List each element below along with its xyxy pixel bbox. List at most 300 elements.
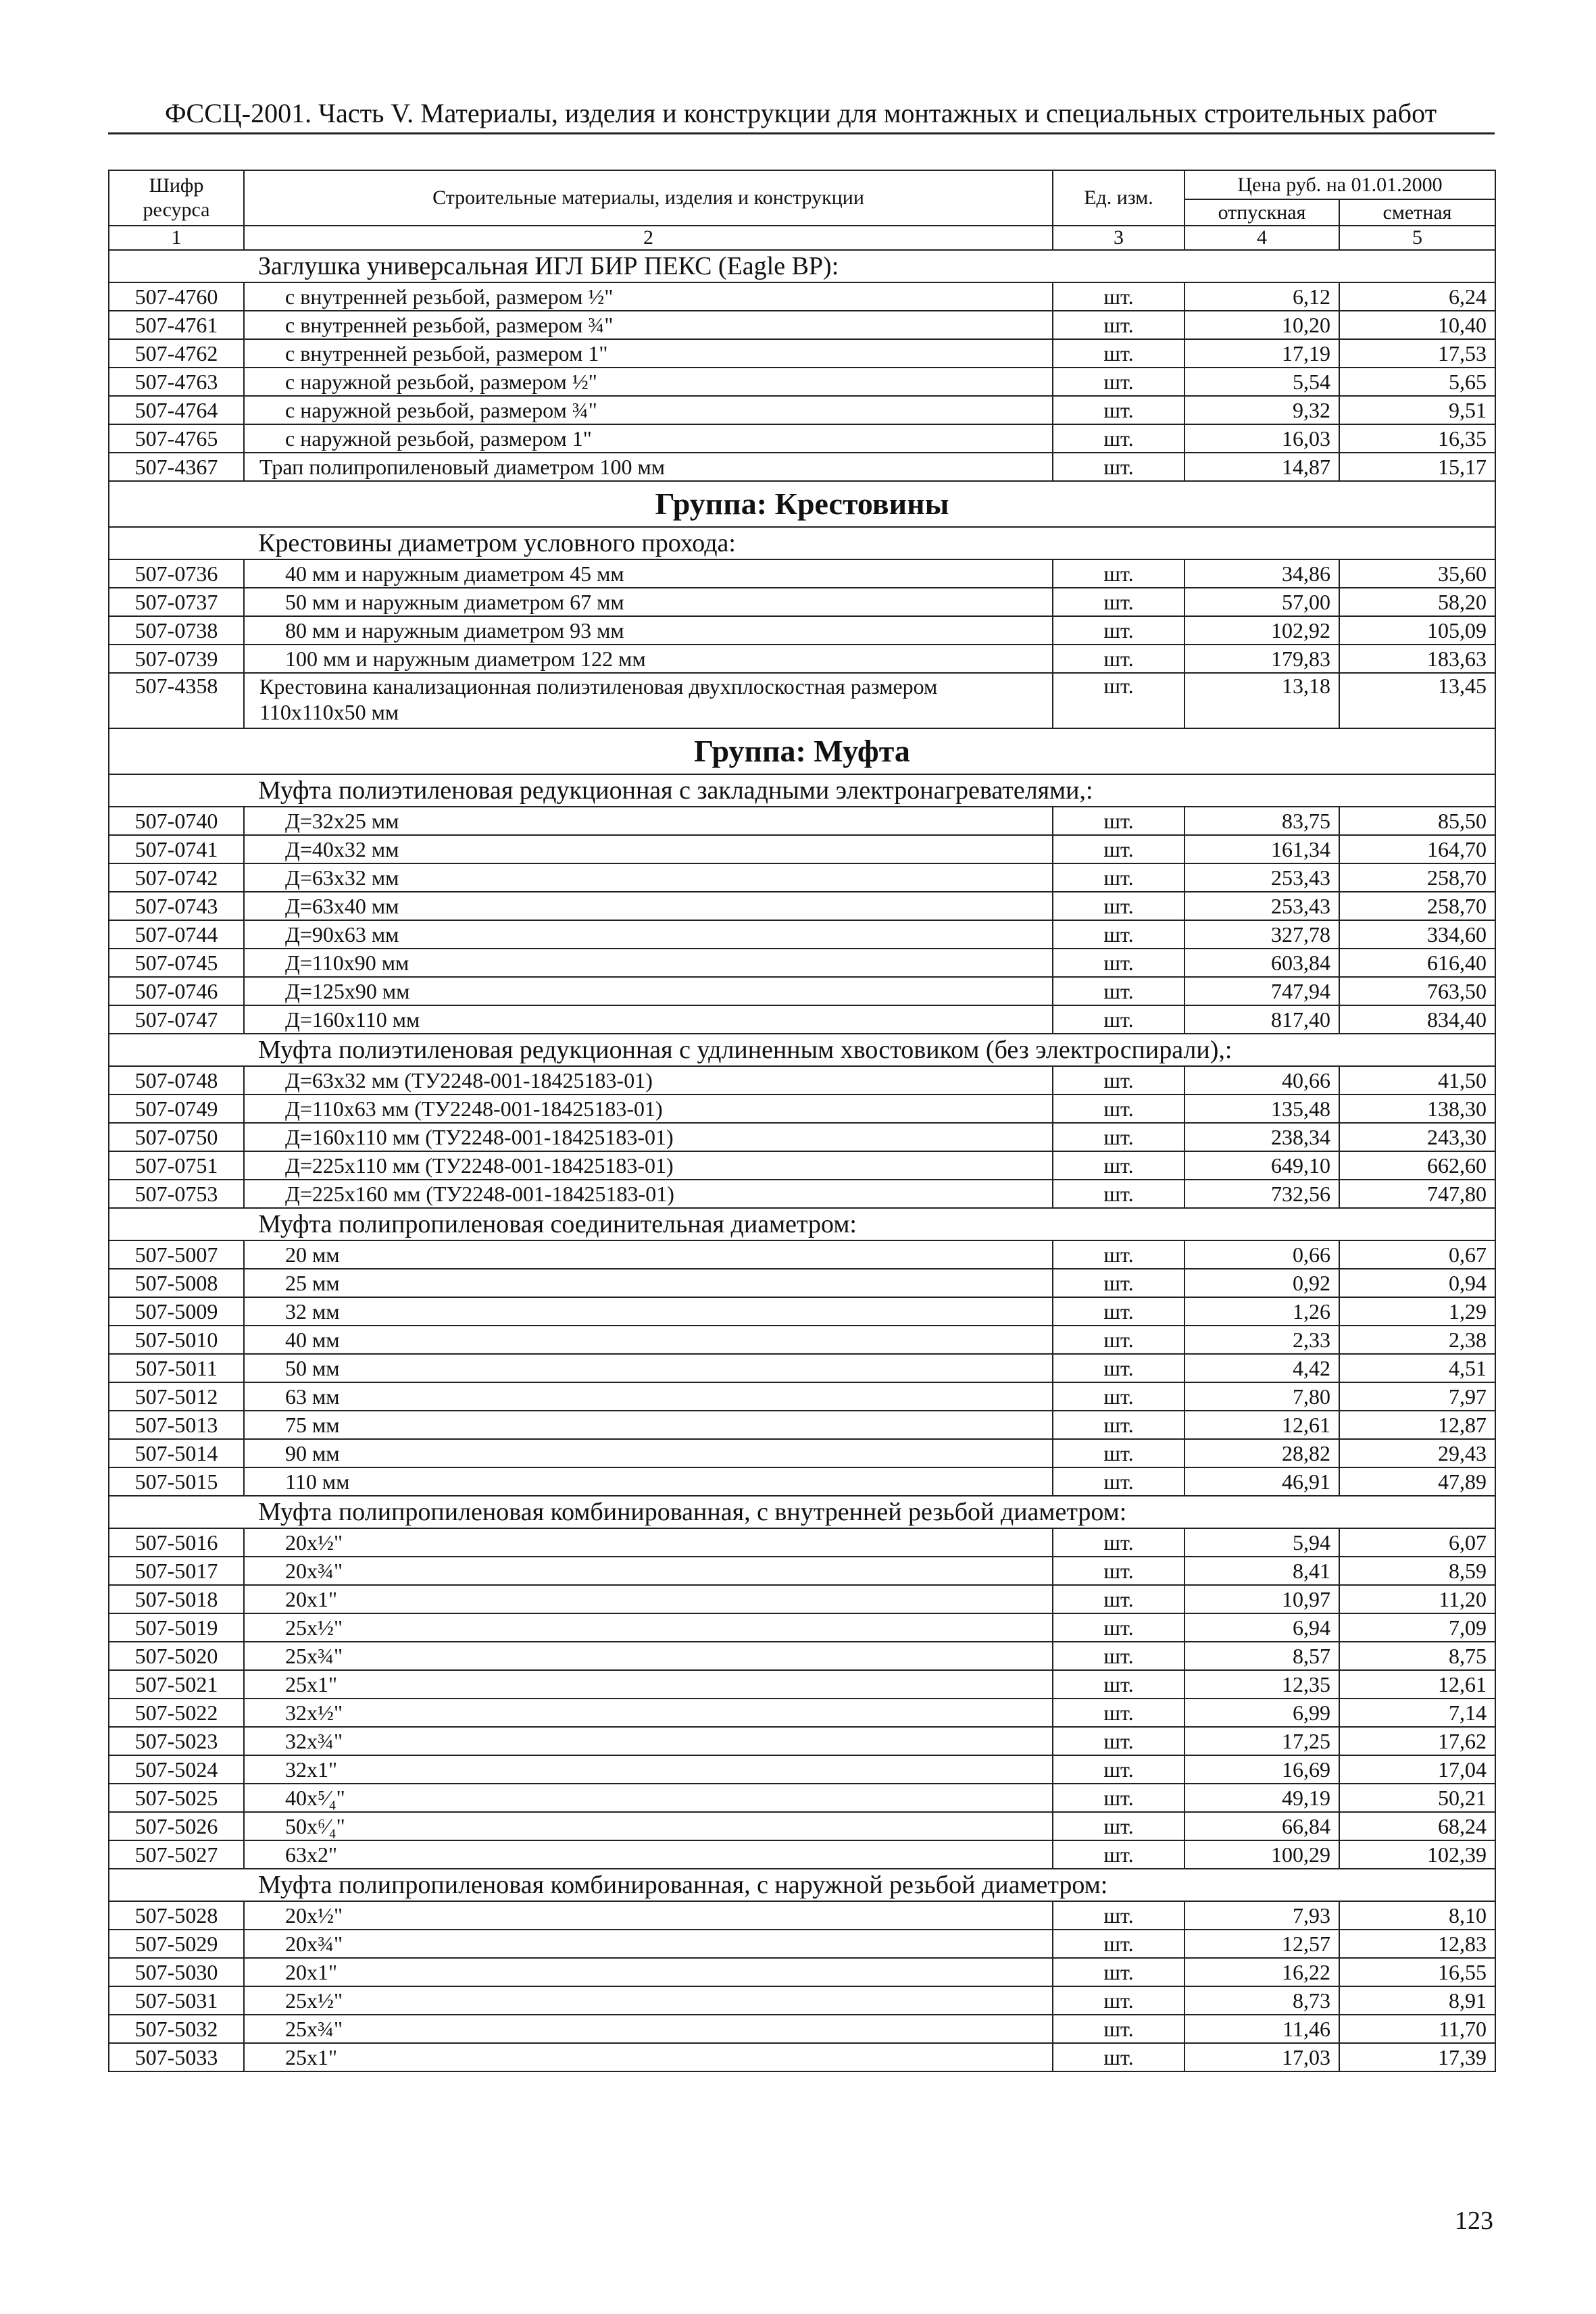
material-name: 90 мм <box>244 1439 1053 1467</box>
table-row <box>109 1180 1495 1208</box>
release-price: 1,26 <box>1184 1297 1339 1326</box>
resource-code: 507-5027 <box>109 1840 244 1869</box>
column-number: 4 <box>1184 226 1339 250</box>
material-name: 75 мм <box>244 1411 1053 1439</box>
column-number-row <box>109 226 1495 250</box>
unit-cell: шт. <box>1053 559 1184 588</box>
material-name: Д=160x110 мм (ТУ2248-001-18425183-01) <box>244 1123 1053 1151</box>
resource-code: 507-0744 <box>109 920 244 949</box>
release-price: 8,73 <box>1184 1986 1339 2015</box>
table-row <box>109 1958 1495 1986</box>
unit-cell: шт. <box>1053 1269 1184 1297</box>
column-number: 3 <box>1053 226 1184 250</box>
material-name: Д=63x32 мм (ТУ2248-001-18425183-01) <box>244 1066 1053 1095</box>
header-price-group: Цена руб. на 01.01.2000 <box>1184 170 1495 199</box>
unit-cell: шт. <box>1053 1613 1184 1642</box>
table-row <box>109 1670 1495 1699</box>
estimate-price: 7,09 <box>1339 1613 1495 1642</box>
unit-cell: шт. <box>1053 453 1184 481</box>
estimate-price: 763,50 <box>1339 977 1495 1005</box>
unit-cell: шт. <box>1053 588 1184 616</box>
estimate-price: 12,61 <box>1339 1670 1495 1699</box>
table-row <box>109 920 1495 949</box>
unit-cell: шт. <box>1053 1670 1184 1699</box>
table-row <box>109 1840 1495 1869</box>
table-row <box>109 1467 1495 1496</box>
estimate-price: 17,39 <box>1339 2043 1495 2071</box>
material-name: 40 мм и наружным диаметром 45 мм <box>244 559 1053 588</box>
estimate-price: 10,40 <box>1339 311 1495 339</box>
unit-cell: шт. <box>1053 339 1184 368</box>
section-heading-row <box>109 1208 1495 1240</box>
section-heading-row <box>109 527 1495 559</box>
resource-code: 507-5033 <box>109 2043 244 2071</box>
resource-code: 507-4763 <box>109 368 244 396</box>
release-price: 732,56 <box>1184 1180 1339 1208</box>
table-row <box>109 892 1495 920</box>
estimate-price: 85,50 <box>1339 807 1495 835</box>
estimate-price: 6,24 <box>1339 282 1495 311</box>
unit-cell: шт. <box>1053 1180 1184 1208</box>
resource-code: 507-5031 <box>109 1986 244 2015</box>
release-price: 102,92 <box>1184 616 1339 645</box>
section-heading: Муфта полипропиленовая комбинированная, с наружной резьбой диаметром: <box>109 1869 1495 1901</box>
table-row <box>109 1095 1495 1123</box>
unit-cell: шт. <box>1053 1840 1184 1869</box>
release-price: 135,48 <box>1184 1095 1339 1123</box>
header-code: Шифр ресурса <box>109 170 244 226</box>
unit-cell: шт. <box>1053 673 1184 728</box>
release-price: 7,93 <box>1184 1901 1339 1930</box>
estimate-price: 5,65 <box>1339 368 1495 396</box>
table-row <box>109 1986 1495 2015</box>
table-row <box>109 835 1495 863</box>
release-price: 7,80 <box>1184 1382 1339 1411</box>
resource-code: 507-5015 <box>109 1467 244 1496</box>
estimate-price: 12,87 <box>1339 1411 1495 1439</box>
material-name: 32x¾" <box>244 1727 1053 1755</box>
estimate-price: 0,67 <box>1339 1240 1495 1269</box>
estimate-price: 47,89 <box>1339 1467 1495 1496</box>
release-price: 66,84 <box>1184 1812 1339 1840</box>
column-number: 2 <box>244 226 1053 250</box>
unit-cell: шт. <box>1053 1095 1184 1123</box>
material-name: 20x1" <box>244 1958 1053 1986</box>
table-row <box>109 616 1495 645</box>
table-row <box>109 1240 1495 1269</box>
unit-cell: шт. <box>1053 863 1184 892</box>
table-body <box>109 250 1495 2071</box>
release-price: 46,91 <box>1184 1467 1339 1496</box>
unit-cell: шт. <box>1053 2043 1184 2071</box>
table-row <box>109 1382 1495 1411</box>
estimate-price: 243,30 <box>1339 1123 1495 1151</box>
table-row <box>109 559 1495 588</box>
release-price: 747,94 <box>1184 977 1339 1005</box>
material-name: с внутренней резьбой, размером 1" <box>244 339 1053 368</box>
material-name: 25 мм <box>244 1269 1053 1297</box>
resource-code: 507-0742 <box>109 863 244 892</box>
resource-code: 507-4761 <box>109 311 244 339</box>
resource-code: 507-5008 <box>109 1269 244 1297</box>
table-row <box>109 588 1495 616</box>
release-price: 179,83 <box>1184 645 1339 673</box>
unit-cell: шт. <box>1053 1528 1184 1557</box>
unit-cell: шт. <box>1053 1123 1184 1151</box>
resource-code: 507-0736 <box>109 559 244 588</box>
table-row <box>109 1613 1495 1642</box>
table-row <box>109 1066 1495 1095</box>
estimate-price: 334,60 <box>1339 920 1495 949</box>
material-name: с внутренней резьбой, размером ¾" <box>244 311 1053 339</box>
release-price: 34,86 <box>1184 559 1339 588</box>
unit-cell: шт. <box>1053 2015 1184 2043</box>
resource-code: 507-0747 <box>109 1005 244 1034</box>
table-row <box>109 1812 1495 1840</box>
unit-cell: шт. <box>1053 1585 1184 1613</box>
release-price: 4,42 <box>1184 1354 1339 1382</box>
resource-code: 507-0743 <box>109 892 244 920</box>
material-name: с наружной резьбой, размером ½" <box>244 368 1053 396</box>
release-price: 16,69 <box>1184 1755 1339 1784</box>
release-price: 83,75 <box>1184 807 1339 835</box>
estimate-price: 105,09 <box>1339 616 1495 645</box>
material-name: Д=32x25 мм <box>244 807 1053 835</box>
table-row <box>109 977 1495 1005</box>
resource-code: 507-5010 <box>109 1326 244 1354</box>
release-price: 16,22 <box>1184 1958 1339 1986</box>
material-name: 50 мм <box>244 1354 1053 1382</box>
table-row <box>109 1585 1495 1613</box>
material-name: 63x2" <box>244 1840 1053 1869</box>
release-price: 649,10 <box>1184 1151 1339 1180</box>
material-name: 32x1" <box>244 1755 1053 1784</box>
section-heading-row <box>109 1869 1495 1901</box>
unit-cell: шт. <box>1053 807 1184 835</box>
release-price: 10,20 <box>1184 311 1339 339</box>
material-name: Д=225x110 мм (ТУ2248-001-18425183-01) <box>244 1151 1053 1180</box>
table-row <box>109 1326 1495 1354</box>
price-table-container <box>108 170 1495 2072</box>
resource-code: 507-0739 <box>109 645 244 673</box>
resource-code: 507-5021 <box>109 1670 244 1699</box>
estimate-price: 7,14 <box>1339 1699 1495 1727</box>
estimate-price: 58,20 <box>1339 588 1495 616</box>
material-name: 32x½" <box>244 1699 1053 1727</box>
estimate-price: 164,70 <box>1339 835 1495 863</box>
group-heading-row <box>109 481 1495 527</box>
release-price: 2,33 <box>1184 1326 1339 1354</box>
table-row <box>109 645 1495 673</box>
unit-cell: шт. <box>1053 949 1184 977</box>
section-heading-row <box>109 250 1495 282</box>
section-heading: Муфта полипропиленовая комбинированная, с внутренней резьбой диаметром: <box>109 1496 1495 1528</box>
unit-cell: шт. <box>1053 1354 1184 1382</box>
table-row <box>109 1642 1495 1670</box>
table-row <box>109 1901 1495 1930</box>
table-row <box>109 949 1495 977</box>
release-price: 17,25 <box>1184 1727 1339 1755</box>
section-heading: Муфта полиэтиленовая редукционная с удлиненным хвостовиком (без электроспирали),: <box>109 1034 1495 1066</box>
group-heading: Группа: Муфта <box>109 728 1495 774</box>
unit-cell: шт. <box>1053 1382 1184 1411</box>
release-price: 10,97 <box>1184 1585 1339 1613</box>
table-row <box>109 339 1495 368</box>
header-release: отпускная <box>1184 199 1339 226</box>
estimate-price: 50,21 <box>1339 1784 1495 1812</box>
unit-cell: шт. <box>1053 396 1184 424</box>
release-price: 14,87 <box>1184 453 1339 481</box>
estimate-price: 616,40 <box>1339 949 1495 977</box>
release-price: 8,41 <box>1184 1557 1339 1585</box>
table-row <box>109 1557 1495 1585</box>
table-row <box>109 863 1495 892</box>
estimate-price: 41,50 <box>1339 1066 1495 1095</box>
material-name: Д=63x40 мм <box>244 892 1053 920</box>
material-name: Трап полипропиленовый диаметром 100 мм <box>244 453 1053 481</box>
material-name: 25x1" <box>244 1670 1053 1699</box>
section-heading-row <box>109 1496 1495 1528</box>
resource-code: 507-5007 <box>109 1240 244 1269</box>
release-price: 40,66 <box>1184 1066 1339 1095</box>
release-price: 6,94 <box>1184 1613 1339 1642</box>
release-price: 5,54 <box>1184 368 1339 396</box>
unit-cell: шт. <box>1053 1439 1184 1467</box>
release-price: 11,46 <box>1184 2015 1339 2043</box>
release-price: 0,92 <box>1184 1269 1339 1297</box>
table-row <box>109 1727 1495 1755</box>
material-name: 20x1" <box>244 1585 1053 1613</box>
resource-code: 507-4762 <box>109 339 244 368</box>
release-price: 5,94 <box>1184 1528 1339 1557</box>
table-row <box>109 1269 1495 1297</box>
page-header: ФССЦ-2001. Часть V. Материалы, изделия и конструкции для монтажных и специальных строительных работ <box>164 98 1437 128</box>
resource-code: 507-5016 <box>109 1528 244 1557</box>
group-heading-row <box>109 728 1495 774</box>
resource-code: 507-5025 <box>109 1784 244 1812</box>
resource-code: 507-5030 <box>109 1958 244 1986</box>
resource-code: 507-5012 <box>109 1382 244 1411</box>
unit-cell: шт. <box>1053 282 1184 311</box>
material-name: Крестовина канализационная полиэтиленовая двухплоскостная размером 110x110x50 мм <box>244 673 1053 728</box>
estimate-price: 16,55 <box>1339 1958 1495 1986</box>
material-name: 20x½" <box>244 1901 1053 1930</box>
estimate-price: 15,17 <box>1339 453 1495 481</box>
estimate-price: 68,24 <box>1339 1812 1495 1840</box>
unit-cell: шт. <box>1053 920 1184 949</box>
unit-cell: шт. <box>1053 1297 1184 1326</box>
estimate-price: 16,35 <box>1339 424 1495 453</box>
estimate-price: 17,53 <box>1339 339 1495 368</box>
unit-cell: шт. <box>1053 645 1184 673</box>
price-table <box>108 170 1496 2072</box>
material-name: Д=125x90 мм <box>244 977 1053 1005</box>
material-name: 100 мм и наружным диаметром 122 мм <box>244 645 1053 673</box>
table-row <box>109 396 1495 424</box>
estimate-price: 662,60 <box>1339 1151 1495 1180</box>
column-number: 5 <box>1339 226 1495 250</box>
unit-cell: шт. <box>1053 1005 1184 1034</box>
resource-code: 507-0741 <box>109 835 244 863</box>
table-row <box>109 1411 1495 1439</box>
unit-cell: шт. <box>1053 1727 1184 1755</box>
resource-code: 507-5022 <box>109 1699 244 1727</box>
release-price: 6,99 <box>1184 1699 1339 1727</box>
resource-code: 507-4760 <box>109 282 244 311</box>
section-heading-row <box>109 774 1495 807</box>
estimate-price: 13,45 <box>1339 673 1495 728</box>
unit-cell: шт. <box>1053 1557 1184 1585</box>
material-name: с внутренней резьбой, размером ½" <box>244 282 1053 311</box>
table-row <box>109 424 1495 453</box>
release-price: 603,84 <box>1184 949 1339 977</box>
release-price: 0,66 <box>1184 1240 1339 1269</box>
resource-code: 507-5019 <box>109 1613 244 1642</box>
resource-code: 507-5023 <box>109 1727 244 1755</box>
section-heading: Крестовины диаметром условного прохода: <box>109 527 1495 559</box>
release-price: 817,40 <box>1184 1005 1339 1034</box>
resource-code: 507-4765 <box>109 424 244 453</box>
table-row <box>109 2015 1495 2043</box>
section-heading-row <box>109 1034 1495 1066</box>
release-price: 238,34 <box>1184 1123 1339 1151</box>
release-price: 57,00 <box>1184 588 1339 616</box>
resource-code: 507-4764 <box>109 396 244 424</box>
resource-code: 507-5013 <box>109 1411 244 1439</box>
material-name: Д=40x32 мм <box>244 835 1053 863</box>
unit-cell: шт. <box>1053 1467 1184 1496</box>
unit-cell: шт. <box>1053 616 1184 645</box>
estimate-price: 9,51 <box>1339 396 1495 424</box>
resource-code: 507-0740 <box>109 807 244 835</box>
estimate-price: 8,91 <box>1339 1986 1495 2015</box>
resource-code: 507-0751 <box>109 1151 244 1180</box>
resource-code: 507-0753 <box>109 1180 244 1208</box>
table-row <box>109 1755 1495 1784</box>
estimate-price: 29,43 <box>1339 1439 1495 1467</box>
unit-cell: шт. <box>1053 1986 1184 2015</box>
table-row <box>109 1354 1495 1382</box>
material-name: Д=225x160 мм (ТУ2248-001-18425183-01) <box>244 1180 1053 1208</box>
resource-code: 507-5028 <box>109 1901 244 1930</box>
release-price: 8,57 <box>1184 1642 1339 1670</box>
material-name: 25x¾" <box>244 1642 1053 1670</box>
resource-code: 507-5017 <box>109 1557 244 1585</box>
estimate-price: 138,30 <box>1339 1095 1495 1123</box>
header-name: Строительные материалы, изделия и конструкции <box>244 170 1053 226</box>
material-name: 20x¾" <box>244 1557 1053 1585</box>
estimate-price: 8,75 <box>1339 1642 1495 1670</box>
estimate-price: 258,70 <box>1339 892 1495 920</box>
estimate-price: 0,94 <box>1339 1269 1495 1297</box>
material-name: 40 мм <box>244 1326 1053 1354</box>
material-name: 50x⁶⁄₄" <box>244 1812 1053 1840</box>
table-row <box>109 311 1495 339</box>
table-row <box>109 1930 1495 1958</box>
resource-code: 507-5014 <box>109 1439 244 1467</box>
unit-cell: шт. <box>1053 1812 1184 1840</box>
release-price: 13,18 <box>1184 673 1339 728</box>
table-row <box>109 1151 1495 1180</box>
table-row <box>109 673 1495 728</box>
release-price: 253,43 <box>1184 892 1339 920</box>
release-price: 161,34 <box>1184 835 1339 863</box>
release-price: 253,43 <box>1184 863 1339 892</box>
estimate-price: 17,62 <box>1339 1727 1495 1755</box>
unit-cell: шт. <box>1053 1958 1184 1986</box>
unit-cell: шт. <box>1053 1240 1184 1269</box>
material-name: Д=90x63 мм <box>244 920 1053 949</box>
section-heading: Муфта полипропиленовая соединительная диаметром: <box>109 1208 1495 1240</box>
unit-cell: шт. <box>1053 1642 1184 1670</box>
unit-cell: шт. <box>1053 368 1184 396</box>
material-name: 63 мм <box>244 1382 1053 1411</box>
unit-cell: шт. <box>1053 1930 1184 1958</box>
group-heading: Группа: Крестовины <box>109 481 1495 527</box>
material-name: 25x½" <box>244 1986 1053 2015</box>
estimate-price: 8,10 <box>1339 1901 1495 1930</box>
resource-code: 507-0748 <box>109 1066 244 1095</box>
table-row <box>109 1784 1495 1812</box>
material-name: Д=160x110 мм <box>244 1005 1053 1034</box>
material-name: 50 мм и наружным диаметром 67 мм <box>244 588 1053 616</box>
estimate-price: 747,80 <box>1339 1180 1495 1208</box>
unit-cell: шт. <box>1053 1326 1184 1354</box>
section-heading: Муфта полиэтиленовая редукционная с закладными электронагревателями,: <box>109 774 1495 807</box>
table-row <box>109 1297 1495 1326</box>
release-price: 6,12 <box>1184 282 1339 311</box>
table-row <box>109 807 1495 835</box>
resource-code: 507-5029 <box>109 1930 244 1958</box>
release-price: 327,78 <box>1184 920 1339 949</box>
material-name: Д=110x63 мм (ТУ2248-001-18425183-01) <box>244 1095 1053 1123</box>
estimate-price: 11,70 <box>1339 2015 1495 2043</box>
unit-cell: шт. <box>1053 311 1184 339</box>
estimate-price: 12,83 <box>1339 1930 1495 1958</box>
resource-code: 507-0745 <box>109 949 244 977</box>
resource-code: 507-5020 <box>109 1642 244 1670</box>
material-name: с наружной резьбой, размером 1" <box>244 424 1053 453</box>
unit-cell: шт. <box>1053 1151 1184 1180</box>
table-row <box>109 282 1495 311</box>
resource-code: 507-5024 <box>109 1755 244 1784</box>
resource-code: 507-5009 <box>109 1297 244 1326</box>
table-row <box>109 1123 1495 1151</box>
estimate-price: 183,63 <box>1339 645 1495 673</box>
material-name: 80 мм и наружным диаметром 93 мм <box>244 616 1053 645</box>
resource-code: 507-4367 <box>109 453 244 481</box>
material-name: 110 мм <box>244 1467 1053 1496</box>
release-price: 12,61 <box>1184 1411 1339 1439</box>
resource-code: 507-5026 <box>109 1812 244 1840</box>
unit-cell: шт. <box>1053 1901 1184 1930</box>
table-row <box>109 1528 1495 1557</box>
material-name: 25x½" <box>244 1613 1053 1642</box>
resource-code: 507-0749 <box>109 1095 244 1123</box>
estimate-price: 102,39 <box>1339 1840 1495 1869</box>
estimate-price: 35,60 <box>1339 559 1495 588</box>
resource-code: 507-0750 <box>109 1123 244 1151</box>
release-price: 17,03 <box>1184 2043 1339 2071</box>
unit-cell: шт. <box>1053 1755 1184 1784</box>
estimate-price: 17,04 <box>1339 1755 1495 1784</box>
estimate-price: 4,51 <box>1339 1354 1495 1382</box>
material-name: 25x¾" <box>244 2015 1053 2043</box>
section-heading: Заглушка универсальная ИГЛ БИР ПЕКС (Eagle BP): <box>109 250 1495 282</box>
release-price: 12,57 <box>1184 1930 1339 1958</box>
material-name: 20x¾" <box>244 1930 1053 1958</box>
material-name: с наружной резьбой, размером ¾" <box>244 396 1053 424</box>
